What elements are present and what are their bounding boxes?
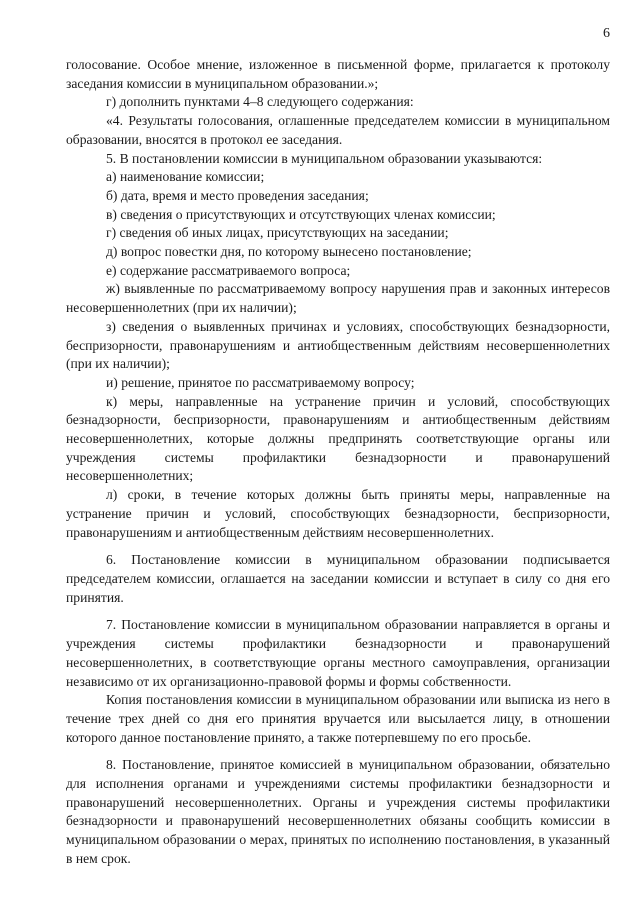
paragraph-item-6: 6. Постановление комиссии в муниципальном образовании подписывается председателем комиссии, оглашается на заседании комиссии и вступает в силу со дня его принятия.: [66, 552, 610, 605]
list-item-a: а) наименование комиссии;: [106, 169, 265, 185]
list-item-z: з) сведения о выявленных причинах и условиях, способствующих безнадзорности, беспризорности, правонарушениям и антиобщественным действиям несовершеннолетних (при их наличии);: [66, 318, 610, 372]
list-item-l: л) сроки, в течение которых должны быть приняты меры, направленные на устранение причин и условий, способствующих безнадзорности, беспризорности, правонарушениям и антиобщественным действиям несовершеннолетних.: [66, 487, 610, 540]
list-item-e: е) содержание рассматриваемого вопроса;: [106, 262, 351, 278]
paragraph-copy: Копия постановления комиссии в муниципальном образовании или выписка из него в течение трех дней со дня его принятия вручается или высылается лицу, в отношении которого данное постановление принято, а также потерпевшему по его просьбе.: [66, 692, 610, 745]
list-item-zh: ж) выявленные по рассматриваемому вопросу нарушения прав и законных интересов несовершеннолетних (при их наличии);: [66, 281, 610, 316]
list-item-i: и) решение, принятое по рассматриваемому вопросу;: [106, 374, 415, 390]
paragraph-item-8: 8. Постановление, принятое комиссией в муниципальном образовании, обязательно для исполнения органами и учреждениями системы профилактики безнадзорности и правонарушений несовершеннолетних. Органы и учреждения системы профилактики безнадзорности и правонарушений несовершеннолетних обязаны сообщить комиссии в муниципальном образовании о мерах, принятых по исполнению постановления, в указанный в нем срок.: [66, 757, 610, 866]
paragraph-continuation: голосование. Особое мнение, изложенное в письменной форме, прилагается к протоколу заседания комиссии в муниципальном образовании.»;: [66, 57, 610, 91]
list-item-g: г) сведения об иных лицах, присутствующих на заседании;: [106, 225, 449, 241]
paragraph-item-4: «4. Результаты голосования, оглашенные председателем комиссии в муниципальном образовании, вносятся в протокол ее заседания.: [66, 113, 610, 147]
paragraph-item-7: 7. Постановление комиссии в муниципальном образовании направляется в органы и учреждения системы профилактики безнадзорности и правонарушений несовершеннолетних, в соответствующие органы местного самоуправления, организации независимо от их организационно-правовой формы и формы собственности.: [66, 617, 610, 689]
list-item-d: д) вопрос повестки дня, по которому вынесено постановление;: [106, 244, 472, 260]
paragraph-amendment-g: г) дополнить пунктами 4–8 следующего содержания:: [106, 94, 414, 110]
document-body: [66, 56, 610, 869]
list-item-v: в) сведения о присутствующих и отсутствующих членах комиссии;: [106, 206, 496, 222]
list-item-k: к) меры, направленные на устранение причин и условий, способствующих безнадзорности, беспризорности, правонарушениям и антиобщественным действиям несовершеннолетних, которые должны предпринять соответствующие органы или учреждения системы профилактики безнадзорности и правонарушений несовершеннолетних;: [66, 393, 610, 484]
paragraph-item-5: 5. В постановлении комиссии в муниципальном образовании указываются:: [106, 150, 543, 166]
list-item-b: б) дата, время и место проведения заседания;: [106, 187, 369, 203]
page-number: 6: [603, 26, 610, 41]
